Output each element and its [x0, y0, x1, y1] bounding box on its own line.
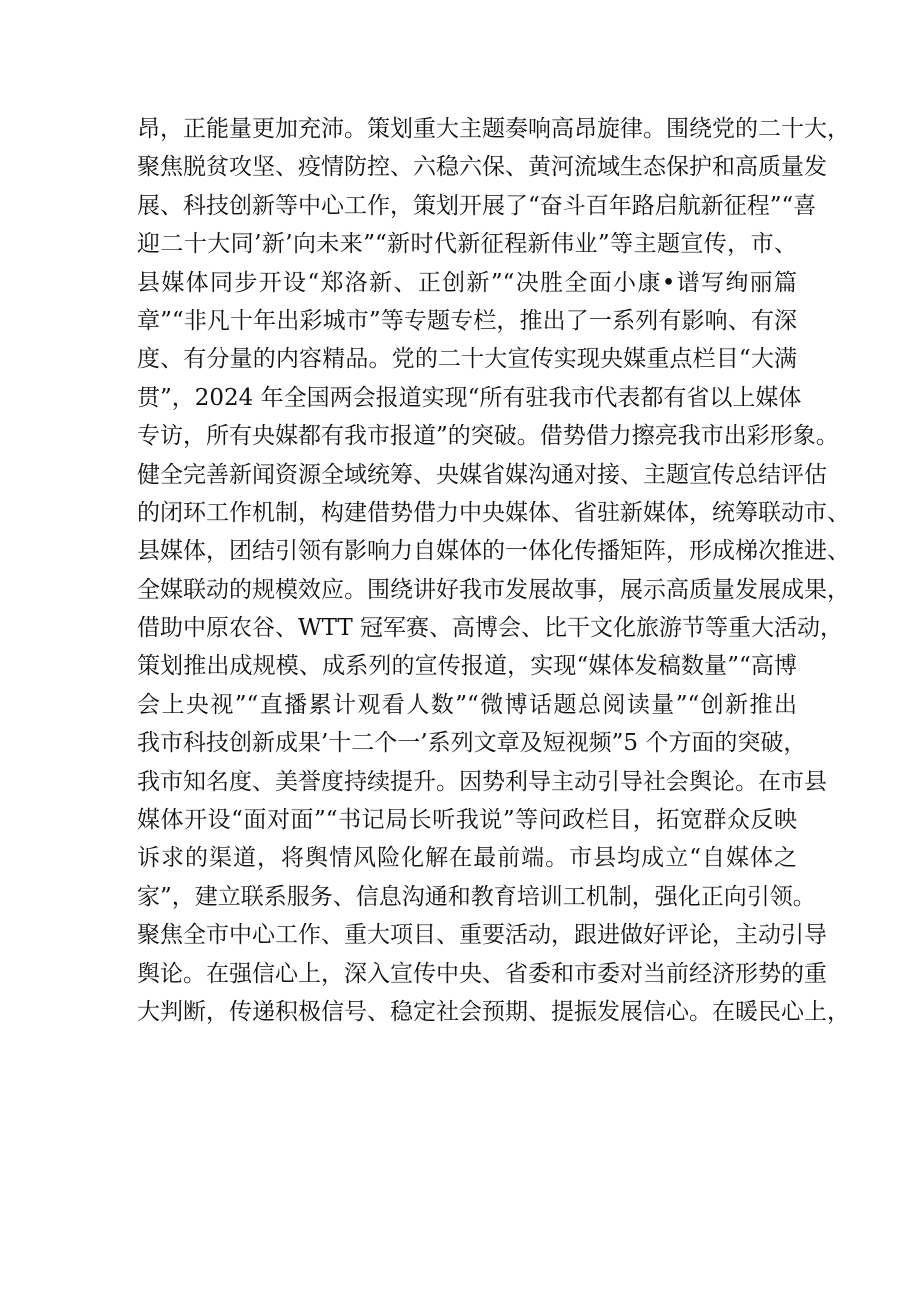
text-line: 家”，建立联系服务、信息沟通和教育培训工机制，强化正向引领。	[137, 883, 816, 910]
text-line: 我市知名度、美誉度持续提升。因势利导主动引导社会舆论。在市县	[137, 768, 827, 795]
text-line: 诉求的渠道，将舆情风险化解在最前端。市县均成立“自媒体之	[137, 845, 797, 872]
text-line: 我市科技创新成果’十二个一’系列文章及短视频”5 个方面的突破，	[137, 730, 807, 757]
text-line: 健全完善新闻资源全域统筹、央媒省媒沟通对接、主题宣传总结评估	[137, 461, 827, 488]
text-line: 县媒体，团结引领有影响力自媒体的一体化传播矩阵，形成梯次推进、	[137, 538, 850, 565]
text-line: 展、科技创新等中心工作，策划开展了“奋斗百年路启航新征程”“喜	[137, 192, 817, 219]
text-line: 策划推出成规模、成系列的宣传报道，实现“媒体发稿数量”“高博	[137, 653, 797, 680]
text-line: 舆论。在强信心上，深入宣传中央、省委和市委对当前经济形势的重	[137, 960, 827, 987]
text-line: 昂，正能量更加充沛。策划重大主题奏响高昂旋律。围绕党的二十大，	[137, 116, 850, 142]
text-line: 迎二十大同’新’向未来”“新时代新征程新伟业”等主题宣传，市、	[137, 231, 797, 258]
text-line: 章”“非凡十年出彩城市”等专题专栏，推出了一系列有影响、有深	[137, 307, 797, 334]
body-text	[137, 110, 850, 1031]
text-line: 全媒联动的规模效应。围绕讲好我市发展故事，展示高质量发展成果，	[137, 576, 850, 603]
text-line: 聚焦全市中心工作、重大项目、重要活动，跟进做好评论，主动引导	[137, 922, 827, 949]
text-line: 专访，所有央媒都有我市报道”的突破。借势借力擦亮我市出彩形象。	[137, 423, 839, 450]
text-line: 聚焦脱贫攻坚、疫情防控、六稳六保、黄河流域生态保护和高质量发	[137, 154, 827, 181]
text-line: 度、有分量的内容精品。党的二十大宣传实现央媒重点栏目“大满	[137, 346, 797, 373]
text-line: 贯”，2024 年全国两会报道实现“所有驻我市代表都有省以上媒体	[137, 384, 802, 411]
text-line: 会上央视”“直播累计观看人数”“微博话题总阅读量”“创新推出	[137, 691, 797, 718]
text-line: 县媒体同步开设“郑洛新、正创新”“决胜全面小康•谱写绚丽篇	[137, 269, 797, 296]
text-line: 借助中原农谷、WTT 冠军赛、高博会、比干文化旅游节等重大活动，	[137, 615, 844, 642]
text-line: 的闭环工作机制，构建借势借力中央媒体、省驻新媒体，统筹联动市、	[137, 499, 850, 526]
text-line: 大判断，传递积极信号、稳定社会预期、提振发展信心。在暖民心上，	[137, 998, 850, 1025]
text-line: 媒体开设“面对面”“书记局长听我说”等问政栏目，拓宽群众反映	[137, 807, 797, 834]
